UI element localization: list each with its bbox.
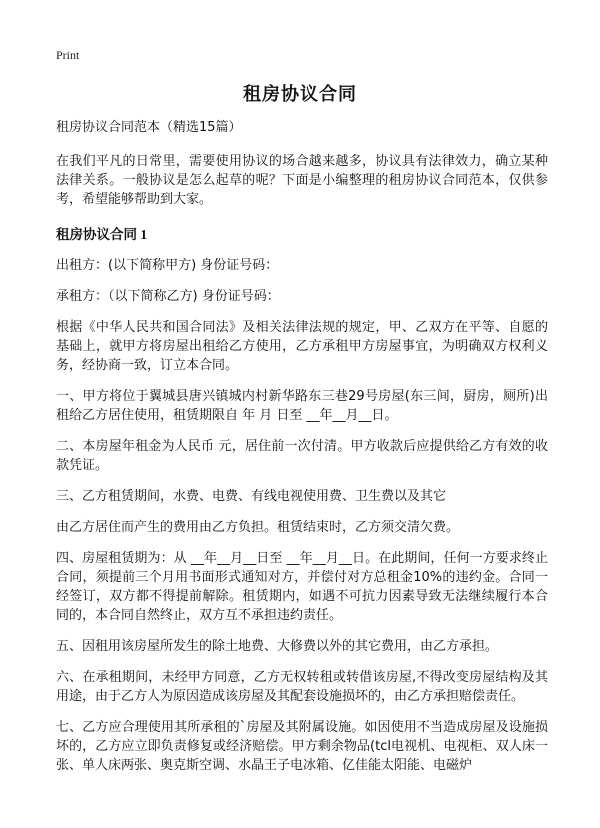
party-lessee: 承租方：（以下简称乙方) 身份证号码： <box>56 289 280 304</box>
clause-2: 二、本房屋年租金为人民币 元，居住前一次付清。甲方收款后应提供给乙方有效的收款凭证。 <box>56 439 548 473</box>
clause-6: 六、在承租期间，未经甲方同意，乙方无权转租或转借该房屋,不得改变房屋结构及其用途，由于乙方人为原因造成该房屋及其配套设施损坏的，由乙方承担赔偿责任。 <box>56 670 548 704</box>
document-body <box>56 118 548 787</box>
contract-preamble: 根据《中华人民共和国合同法》及相关法律法规的规定，甲、乙双方在平等、自愿的基础上，就甲方将房屋出租给乙方使用，乙方承租甲方房屋事宜，为明确双方权利义务，经协商一致，订立本合同。 <box>56 320 548 373</box>
clause-3-continued: 由乙方居住而产生的费用由乙方负担。租赁结束时，乙方须交清欠费。 <box>56 520 460 535</box>
document-subtitle: 租房协议合同范本（精选15篇） <box>56 120 242 135</box>
print-link[interactable]: Print <box>56 48 80 62</box>
clause-7: 七、乙方应合理使用其所承租的`房屋及其附属设施。如因使用不当造成房屋及设施损坏的，乙方应立即负责修复或经济赔偿。甲方剩余物品(tcl电视机、电视柜、双人床一张、单人床两张、奥克斯空调、水晶王子电冰箱、亿佳能太阳能、电磁炉 <box>56 720 548 773</box>
clause-1: 一、甲方将位于翼城县唐兴镇城内村新华路东三巷29号房屋(东三间，厨房，厕所)出租给乙方居住使用，租赁期限自 年 月 日至 __年__月__日。 <box>56 389 548 423</box>
clause-4: 四、房屋租赁期为：从 __年__月__日至 __年__月__日。在此期间，任何一方要求终止合同，须提前三个月用书面形式通知对方，并偿付对方总租金10%的违约金。合同一经签订，双方都不得提前解除。租赁期内，如遇不可抗力因素导致无法继续履行本合同的，本合同自然终止，双方互不承担违约责任。 <box>56 551 548 623</box>
clause-5: 五、因租用该房屋所发生的除土地费、大修费以外的其它费用，由乙方承担。 <box>56 639 499 654</box>
intro-paragraph: 在我们平凡的日常里，需要使用协议的场合越来越多，协议具有法律效力，确立某种法律关系。一般协议是怎么起草的呢？下面是小编整理的租房协议合同范本，仅供参考，希望能够帮助到大家。 <box>56 154 548 207</box>
party-lessor: 出租方：(以下简称甲方) 身份证号码： <box>56 258 279 273</box>
clause-3: 三、乙方租赁期间，水费、电费、有线电视使用费、卫生费以及其它 <box>56 489 447 504</box>
document-title: 租房协议合同 <box>243 84 357 105</box>
section-heading: 租房协议合同 1 <box>56 227 148 242</box>
